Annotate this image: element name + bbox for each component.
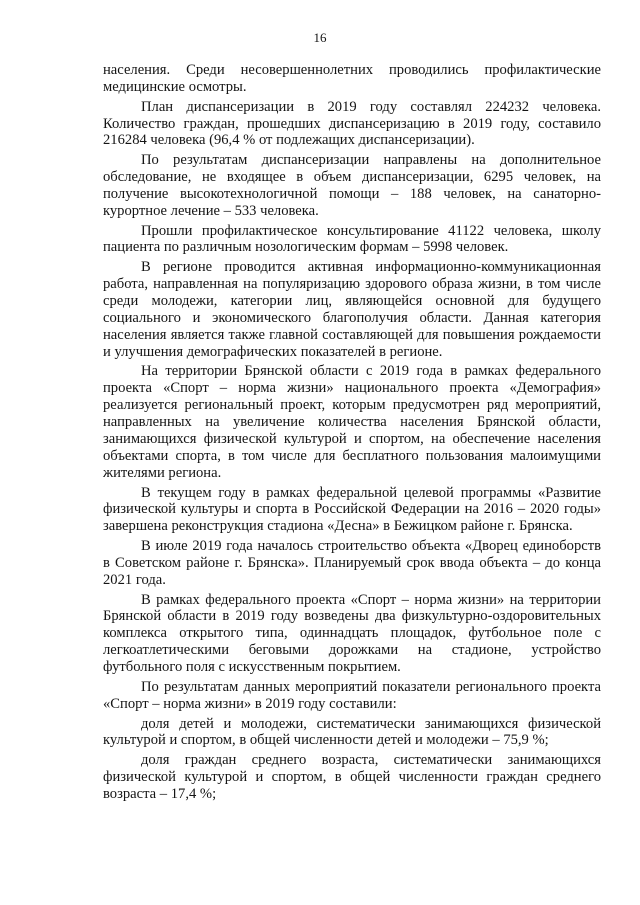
paragraph-sport-facilities: В рамках федерального проекта «Спорт – норма жизни» на территории Брянской области в 2019 году возведены два физкультурно-оздоровительных комплекса открытого типа, одиннадцать площадок, футбольное поле с легкоатлетическими беговыми дорожками на стадионе, устройство футбольного поля с искусственным покрытием. [103, 591, 601, 676]
document-body [103, 62, 601, 806]
paragraph-information-work: В регионе проводится активная информационно-коммуникационная работа, направленная на популяризацию здорового образа жизни, в том числе среди молодежи, категории лиц, являющейся основной для будущего социального и экономического благополучия области. Данная категория населения является также главной составляющей для повышения рождаемости и улучшения демографических показателей в регионе. [103, 259, 601, 360]
paragraph-stadium-reconstruction: В текущем году в рамках федеральной целевой программы «Развитие физической культуры и спорта в Российской Федерации на 2016 – 2020 годы» завершена реконструкция стадиона «Десна» в Бежицком районе г. Брянска. [103, 484, 601, 535]
paragraph-indicator-middle-age: доля граждан среднего возраста, систематически занимающихся физической культурой и спортом, в общей численности граждан среднего возраста – 17,4 %; [103, 752, 601, 802]
paragraph-sport-project: На территории Брянской области с 2019 года в рамках федерального проекта «Спорт – норма жизни» национального проекта «Демография» реализуется региональный проект, которым предусмотрен ряд мероприятий, направленных на увеличение количества населения Брянской области, занимающихся физической культурой и спортом, на обеспечение населения объектами спорта, в том числе для бесплатного пользования малоимущими жителями региона. [103, 363, 601, 481]
paragraph-martial-arts-palace: В июле 2019 года началось строительство объекта «Дворец единоборств в Советском районе г. Брянска». Планируемый срок ввода объекта – до конца 2021 года. [103, 538, 601, 588]
paragraph-dispensary-results: По результатам диспансеризации направлены на дополнительное обследование, не входящее в объем диспансеризации, 6295 человек, на получение высокотехнологичной помощи – 188 человек, на санаторно-курортное лечение – 533 человека. [103, 152, 601, 219]
paragraph-dispensary-plan: План диспансеризации в 2019 году составлял 224232 человека. Количество граждан, прошедших диспансеризацию в 2019 году, составило 216284 человека (96,4 % от подлежащих диспансеризации). [103, 98, 601, 149]
paragraph-preventive-counseling: Прошли профилактическое консультирование 41122 человека, школу пациента по различным нозологическим формам – 5998 человек. [103, 222, 601, 256]
paragraph-indicator-youth: доля детей и молодежи, систематически занимающихся физической культурой и спортом, в общей численности детей и молодежи – 75,9 %; [103, 715, 601, 749]
paragraph-project-indicators: По результатам данных мероприятий показатели регионального проекта «Спорт – норма жизни» в 2019 году составили: [103, 678, 601, 712]
page-number: 16 [313, 30, 327, 45]
paragraph-continuation: населения. Среди несовершеннолетних проводились профилактические медицинские осмотры. [103, 62, 601, 95]
